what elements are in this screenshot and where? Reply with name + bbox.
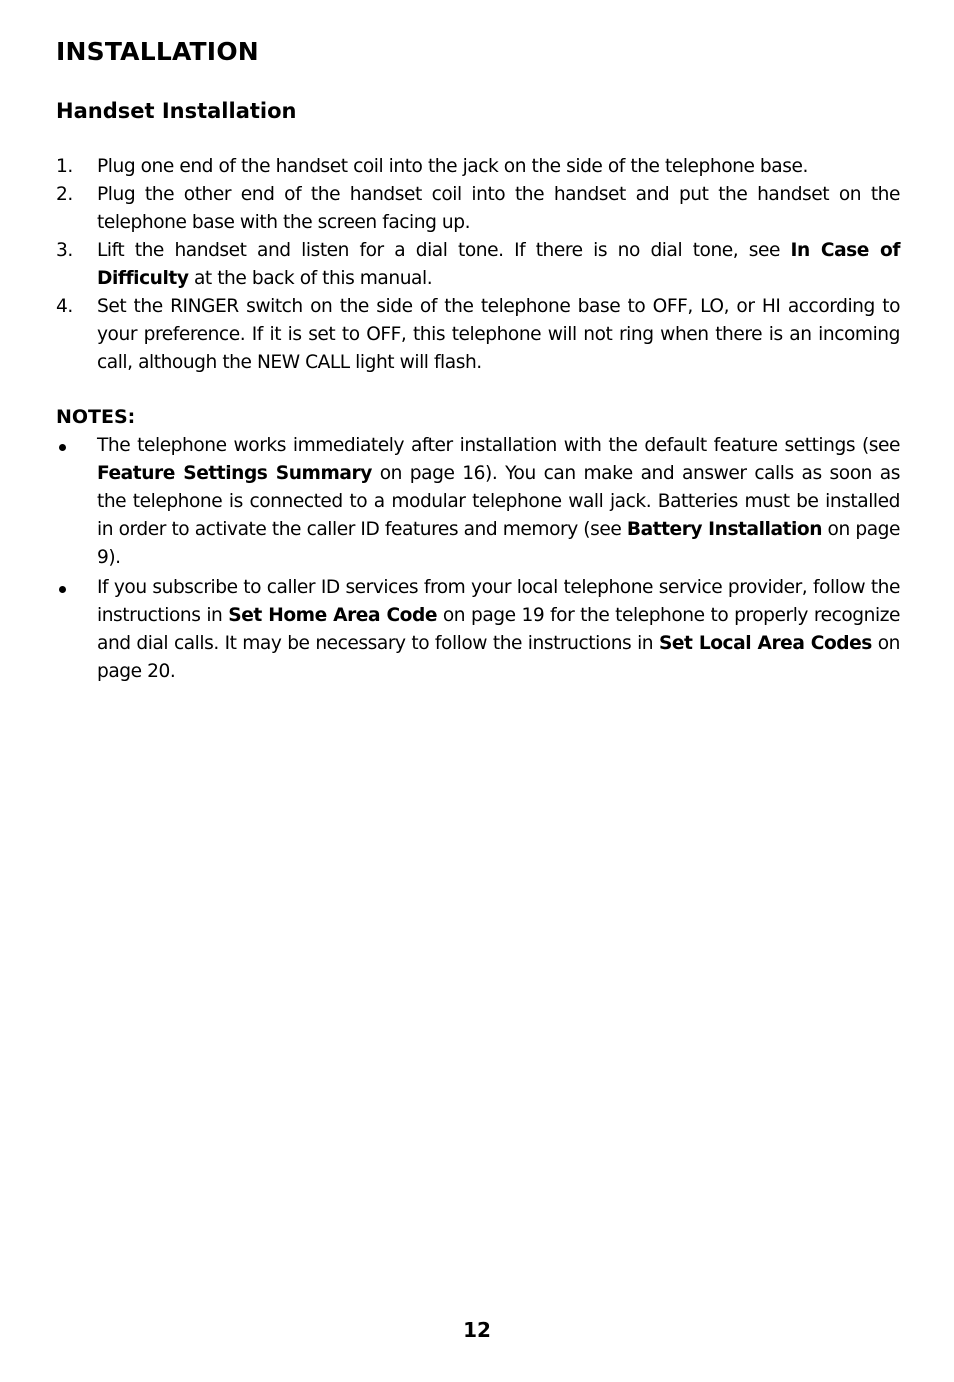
step-text: at the back of this manual. [188,268,433,289]
step-text: Plug one end of the handset coil into the jack on the side of the telephone base. [97,156,808,177]
section-title: INSTALLATION [56,37,259,66]
note-item [56,574,900,686]
cross-reference: Feature Settings Summary [97,463,372,484]
note-text: The telephone works immediately after installation with the default feature settings (see [97,435,900,456]
step-item [56,237,900,293]
installation-steps [56,153,900,377]
manual-page [56,34,900,686]
cross-reference: In Case of Difficulty [97,240,900,289]
bullet-icon [59,444,66,451]
note-text: on page 19 for the telephone to properly recognize and dial calls. It may be necessary to follow the instructions in [97,605,900,654]
step-text: Set the RINGER switch on the side of the telephone base to OFF, LO, or HI according to your preference. If it is set to OFF, this telephone will not ring when there is an incoming call, although the NEW CALL light will flash. [97,296,900,373]
cross-reference: Set Local Area Codes [658,633,872,654]
step-text: Lift the handset and listen for a dial tone. If there is no dial tone, see [97,240,791,261]
note-text: on page 16). You can make and answer calls as soon as the telephone is connected to a modular telephone wall jack. Batteries must be installed in order to activate the caller ID features and memory (see [97,463,900,540]
step-number: 4. [56,296,73,317]
step-item [56,181,900,237]
subsection-title: Handset Installation [56,99,297,123]
step-number: 3. [56,240,73,261]
page-number: 12 [463,1318,491,1342]
step-item [56,153,900,181]
cross-reference: Set Home Area Code [228,605,438,626]
step-item [56,293,900,377]
step-number: 1. [56,156,73,177]
step-number: 2. [56,184,73,205]
notes-list [56,432,900,686]
bullet-icon [59,586,66,593]
note-text: on page 20. [97,633,900,682]
step-text: Plug the other end of the handset coil into the handset and put the handset on the telephone base with the screen facing up. [97,184,900,233]
notes-heading: NOTES: [56,406,136,428]
cross-reference: Battery Installation [626,519,823,540]
note-text: on page 9). [97,519,900,568]
note-text: If you subscribe to caller ID services from your local telephone service provider, follow the instructions in [97,577,900,626]
note-item [56,432,900,572]
